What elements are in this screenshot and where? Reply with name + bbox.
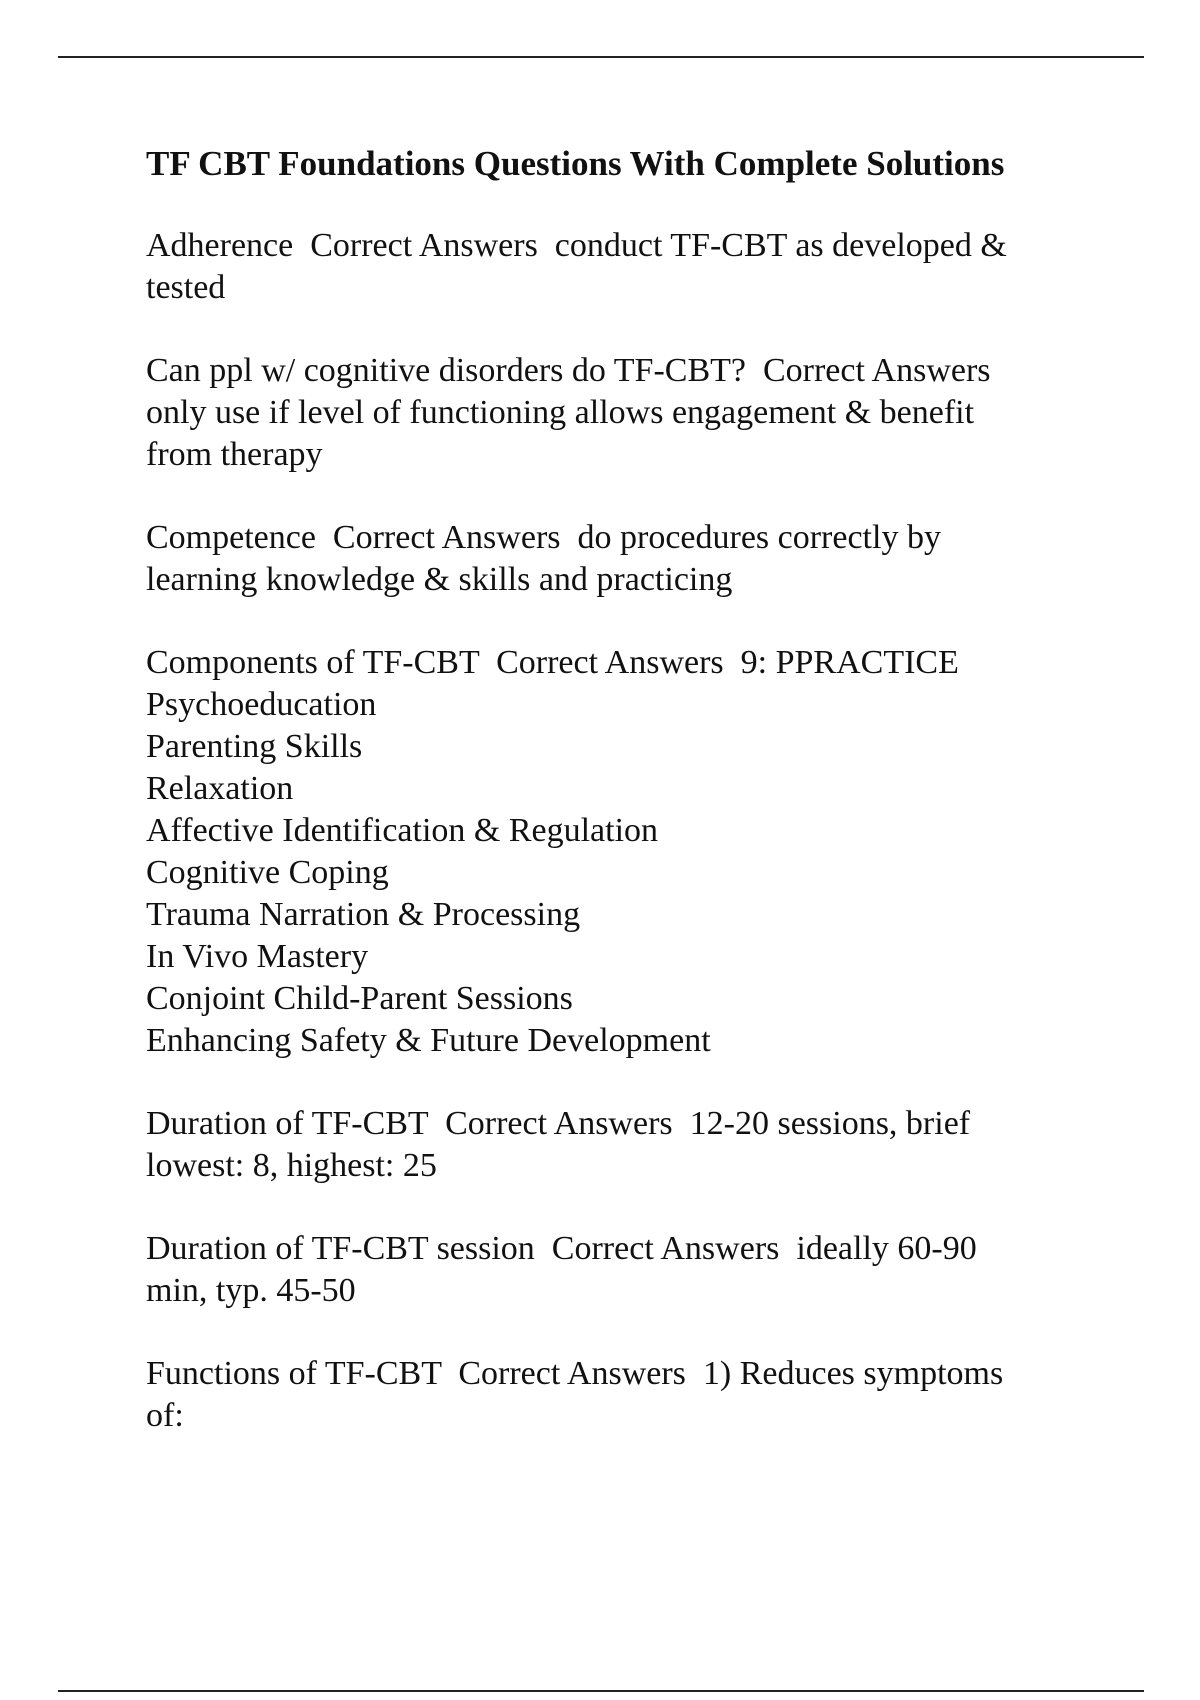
component-item: Cognitive Coping [146,854,389,891]
qa-entry-functions [146,1353,1086,1437]
text-line: Functions of TF-CBT Correct Answers 1) Reduces symptoms [146,1355,1004,1392]
text-line: Adherence Correct Answers conduct TF-CBT as developed & [146,227,1007,264]
text-line: from therapy [146,436,323,473]
text-line: lowest: 8, highest: 25 [146,1147,437,1184]
component-item: Psychoeducation [146,686,377,723]
qa-entry-session-duration [146,1228,1086,1312]
text-line: Competence Correct Answers do procedures correctly by [146,519,941,556]
text-line: of: [146,1397,184,1434]
text-line: min, typ. 45-50 [146,1272,356,1309]
text-line: Components of TF-CBT Correct Answers 9: PPRACTICE [146,644,959,681]
text-line: Duration of TF-CBT session Correct Answers ideally 60-90 [146,1230,977,1267]
qa-entry-components [146,642,1086,1062]
qa-entry-cognitive-disorders [146,350,1086,476]
component-item: Conjoint Child-Parent Sessions [146,980,573,1017]
component-item: Enhancing Safety & Future Development [146,1022,711,1059]
component-item: Trauma Narration & Processing [146,896,581,933]
component-item: Parenting Skills [146,728,363,765]
text-line: tested [146,269,226,306]
document-body [146,143,1086,1478]
bottom-rule [58,1690,1144,1692]
component-item: In Vivo Mastery [146,938,369,975]
text-line: learning knowledge & skills and practicing [146,561,733,598]
component-item: Affective Identification & Regulation [146,812,659,849]
text-line: Duration of TF-CBT Correct Answers 12-20 sessions, brief [146,1105,971,1142]
qa-entry-competence [146,517,1086,601]
qa-entry-duration [146,1103,1086,1187]
qa-entry-adherence [146,225,1086,309]
text-line: Can ppl w/ cognitive disorders do TF-CBT? Correct Answers [146,352,991,389]
component-item: Relaxation [146,770,294,807]
text-line: only use if level of functioning allows engagement & benefit [146,394,975,431]
document-title: TF CBT Foundations Questions With Complete Solutions [146,144,1005,183]
top-rule [58,56,1144,58]
